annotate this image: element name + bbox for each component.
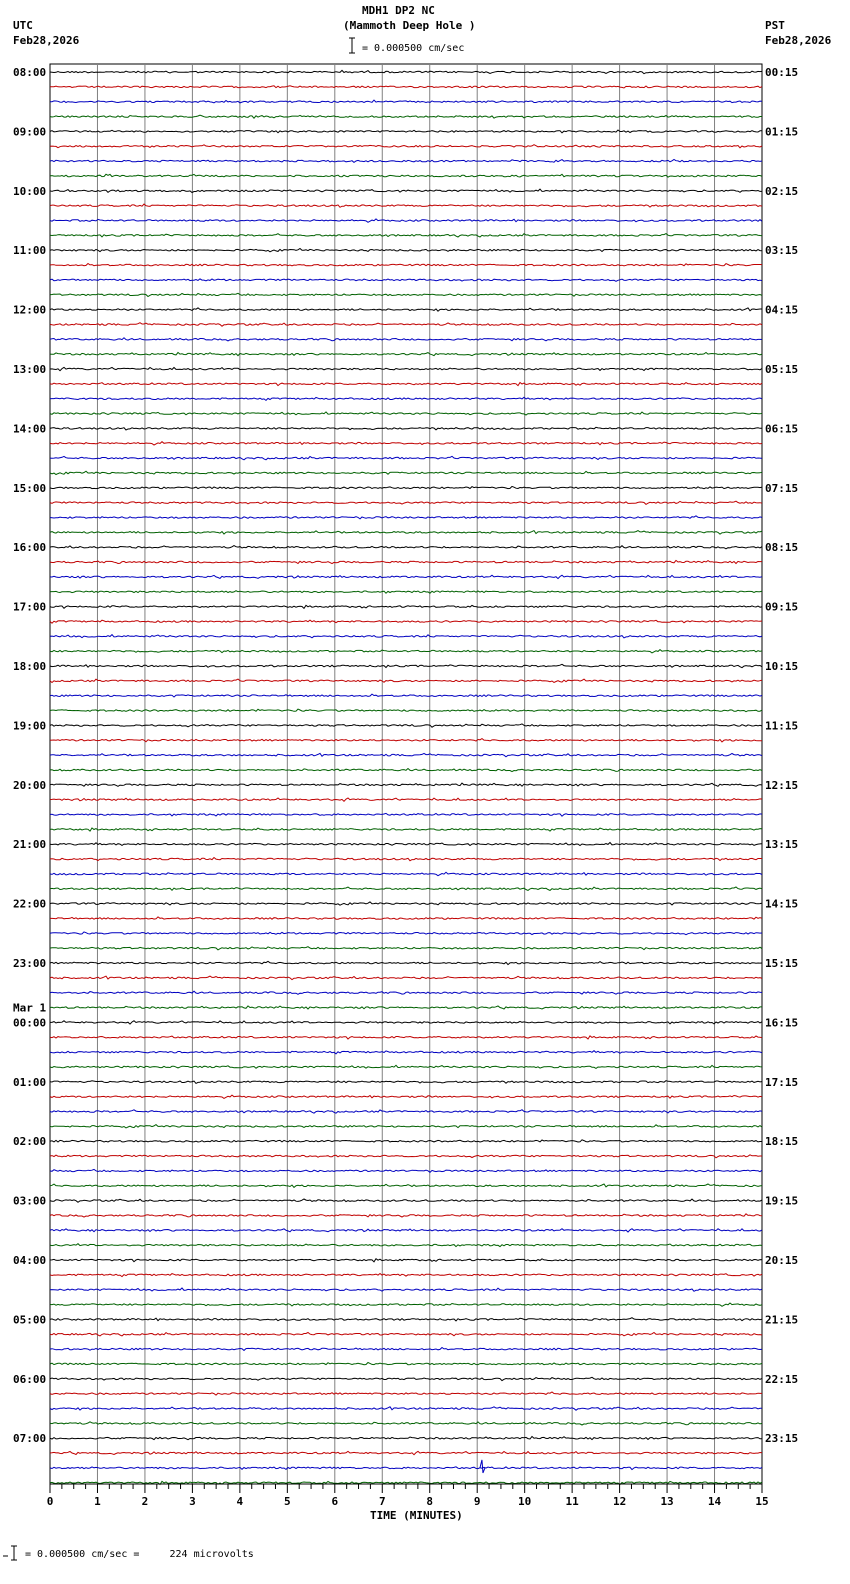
utc-hour-label: 15:00 [13,481,47,495]
trace-65 [50,1036,762,1039]
utc-hour-label: 08:00 [13,66,47,79]
utc-hour-label: 04:00 [13,1254,47,1267]
x-tick-label: 5 [284,1495,291,1508]
pst-hour-label: 16:15 [765,1016,799,1030]
footer-scale-text: = 0.000500 cm/sec = 224 microvolts [25,1549,254,1560]
pst-date: Feb28,2026 [765,34,832,47]
trace-58 [50,932,762,935]
trace-88 [50,1377,762,1380]
x-axis-label: TIME (MINUTES) [370,1509,463,1522]
pst-hour-label: 15:15 [765,957,799,970]
utc-hour-label: 10:00 [13,184,47,198]
trace-86 [50,1348,762,1351]
trace-46 [50,753,762,756]
trace-90 [50,1407,762,1410]
trace-93 [50,1451,762,1454]
x-tick-label: 2 [141,1495,149,1508]
trace-15 [50,293,762,296]
utc-hour-label: 20:00 [13,778,47,792]
trace-17 [50,323,762,327]
pst-label: PST [765,19,785,32]
trace-12 [50,249,762,252]
utc-hour-label: 21:00 [13,838,47,852]
trace-56 [50,902,762,905]
trace-70 [50,1110,762,1114]
trace-53 [50,858,762,861]
trace-40 [50,664,762,667]
utc-date: Feb28,2026 [13,34,80,47]
trace-64 [50,1021,762,1024]
pst-hour-label: 08:15 [765,541,799,555]
event-spike-0 [480,1460,485,1473]
trace-11 [50,234,762,237]
trace-83 [50,1303,762,1306]
trace-61 [50,976,762,980]
trace-78 [50,1229,762,1232]
trace-27 [50,471,762,474]
utc-hour-label: 01:00 [13,1075,47,1089]
trace-45 [50,739,762,742]
trace-21 [50,383,762,386]
utc-hour-label: 11:00 [13,244,47,258]
trace-34 [50,575,762,578]
trace-37 [50,620,762,623]
footer-scale-bar-icon [3,1546,17,1560]
trace-52 [50,843,762,846]
trace-43 [50,709,762,712]
trace-2 [50,100,762,103]
trace-8 [50,189,762,192]
pst-hour-label: 14:15 [765,897,799,911]
trace-72 [50,1140,762,1142]
utc-hour-label: 13:00 [13,363,47,376]
x-tick-label: 9 [473,1495,481,1508]
utc-hour-label: 19:00 [13,719,47,733]
utc-hour-label: 07:00 [13,1432,47,1446]
pst-hour-label: 12:15 [765,778,799,792]
trace-67 [50,1065,762,1068]
trace-32 [50,546,762,549]
utc-hour-label: 23:00 [13,957,47,970]
trace-14 [50,279,762,281]
pst-hour-label: 17:15 [765,1075,799,1089]
trace-69 [50,1095,762,1098]
pst-hour-label: 20:15 [765,1254,799,1267]
trace-25 [50,442,762,445]
pst-hour-label: 04:15 [765,303,799,317]
x-tick-label: 0 [46,1495,54,1508]
utc-label: UTC [13,19,33,32]
utc-hour-label: 14:00 [13,422,47,436]
trace-76 [50,1199,762,1202]
trace-54 [50,872,762,875]
plot-frame [50,64,762,1484]
trace-29 [50,501,762,504]
x-tick-label: 10 [518,1495,532,1508]
station-location: (Mammoth Deep Hole ) [343,19,476,32]
pst-hour-label: 11:15 [765,719,799,733]
trace-81 [50,1274,762,1277]
utc-hour-label: 05:00 [13,1313,47,1327]
x-tick-label: 14 [707,1495,722,1508]
trace-26 [50,456,762,460]
trace-68 [50,1081,762,1084]
pst-hour-label: 09:15 [765,600,799,614]
trace-48 [50,783,762,786]
trace-75 [50,1184,762,1187]
x-tick-label: 8 [426,1495,434,1508]
trace-89 [50,1392,762,1395]
x-tick-label: 3 [189,1495,196,1508]
utc-hour-label: 17:00 [13,600,47,614]
trace-66 [50,1051,762,1054]
pst-hour-label: 13:15 [765,838,799,852]
x-tick-label: 12 [612,1495,627,1508]
trace-79 [50,1244,762,1247]
pst-hour-label: 05:15 [765,363,799,376]
trace-57 [50,917,762,919]
trace-3 [50,115,762,118]
trace-47 [50,769,762,772]
trace-16 [50,308,762,311]
trace-7 [50,174,762,177]
utc-hour-label: 00:00 [13,1016,47,1030]
utc-hour-label: 02:00 [13,1135,47,1149]
trace-18 [50,338,762,341]
utc-date-change-label: Mar 1 [13,1001,47,1015]
trace-94 [50,1467,762,1470]
utc-hour-label: 09:00 [13,125,47,139]
trace-80 [50,1259,762,1262]
x-tick-label: 4 [236,1495,244,1508]
trace-10 [50,219,762,222]
pst-hour-label: 10:15 [765,660,799,673]
trace-41 [50,679,762,682]
utc-hour-label: 18:00 [13,660,47,673]
x-tick-label: 6 [331,1495,339,1508]
utc-hour-label: 12:00 [13,303,47,317]
trace-92 [50,1437,762,1440]
trace-20 [50,367,762,370]
utc-hour-label: 22:00 [13,897,47,911]
trace-35 [50,591,762,594]
trace-50 [50,813,762,816]
trace-1 [50,86,762,88]
pst-hour-label: 23:15 [765,1432,799,1446]
scale-bar-icon [349,38,355,53]
trace-0 [50,70,762,73]
pst-hour-label: 03:15 [765,244,799,258]
trace-55 [50,887,762,890]
trace-63 [50,1006,762,1009]
trace-24 [50,427,762,430]
trace-39 [50,650,762,653]
trace-19 [50,353,762,356]
pst-hour-label: 21:15 [765,1313,799,1327]
x-tick-label: 7 [378,1495,386,1508]
pst-hour-label: 19:15 [765,1194,799,1208]
trace-42 [50,694,762,697]
trace-51 [50,828,762,831]
trace-30 [50,516,762,519]
trace-87 [50,1363,762,1365]
pst-hour-label: 01:15 [765,125,799,139]
trace-13 [50,264,762,266]
scale-text: = 0.000500 cm/sec [362,43,465,54]
station-title: MDH1 DP2 NC [362,4,435,17]
trace-44 [50,724,762,727]
pst-hour-label: 00:15 [765,66,799,79]
pst-hour-label: 22:15 [765,1372,799,1386]
x-tick-label: 11 [565,1495,579,1508]
utc-hour-label: 06:00 [13,1372,47,1386]
x-tick-label: 15 [755,1495,769,1508]
utc-hour-label: 16:00 [13,541,47,555]
trace-9 [50,204,762,207]
trace-38 [50,635,762,638]
trace-73 [50,1155,762,1158]
trace-33 [50,560,762,563]
trace-28 [50,486,762,488]
trace-71 [50,1125,762,1128]
pst-hour-label: 07:15 [765,481,799,495]
trace-59 [50,947,762,950]
trace-82 [50,1288,762,1291]
trace-31 [50,531,762,535]
trace-49 [50,798,762,801]
x-tick-label: 13 [660,1495,674,1508]
utc-hour-label: 03:00 [13,1194,47,1208]
trace-74 [50,1169,762,1172]
pst-hour-label: 02:15 [765,184,799,198]
trace-91 [50,1422,762,1425]
trace-22 [50,397,762,400]
pst-hour-label: 18:15 [765,1135,799,1149]
trace-5 [50,145,762,148]
trace-36 [50,605,762,608]
trace-23 [50,412,762,415]
trace-62 [50,991,762,994]
pst-hour-label: 06:15 [765,422,799,436]
trace-77 [50,1214,762,1217]
trace-85 [50,1333,762,1336]
x-tick-label: 1 [94,1495,101,1508]
trace-84 [50,1318,762,1321]
trace-4 [50,130,762,133]
trace-6 [50,160,762,163]
trace-60 [50,961,762,964]
